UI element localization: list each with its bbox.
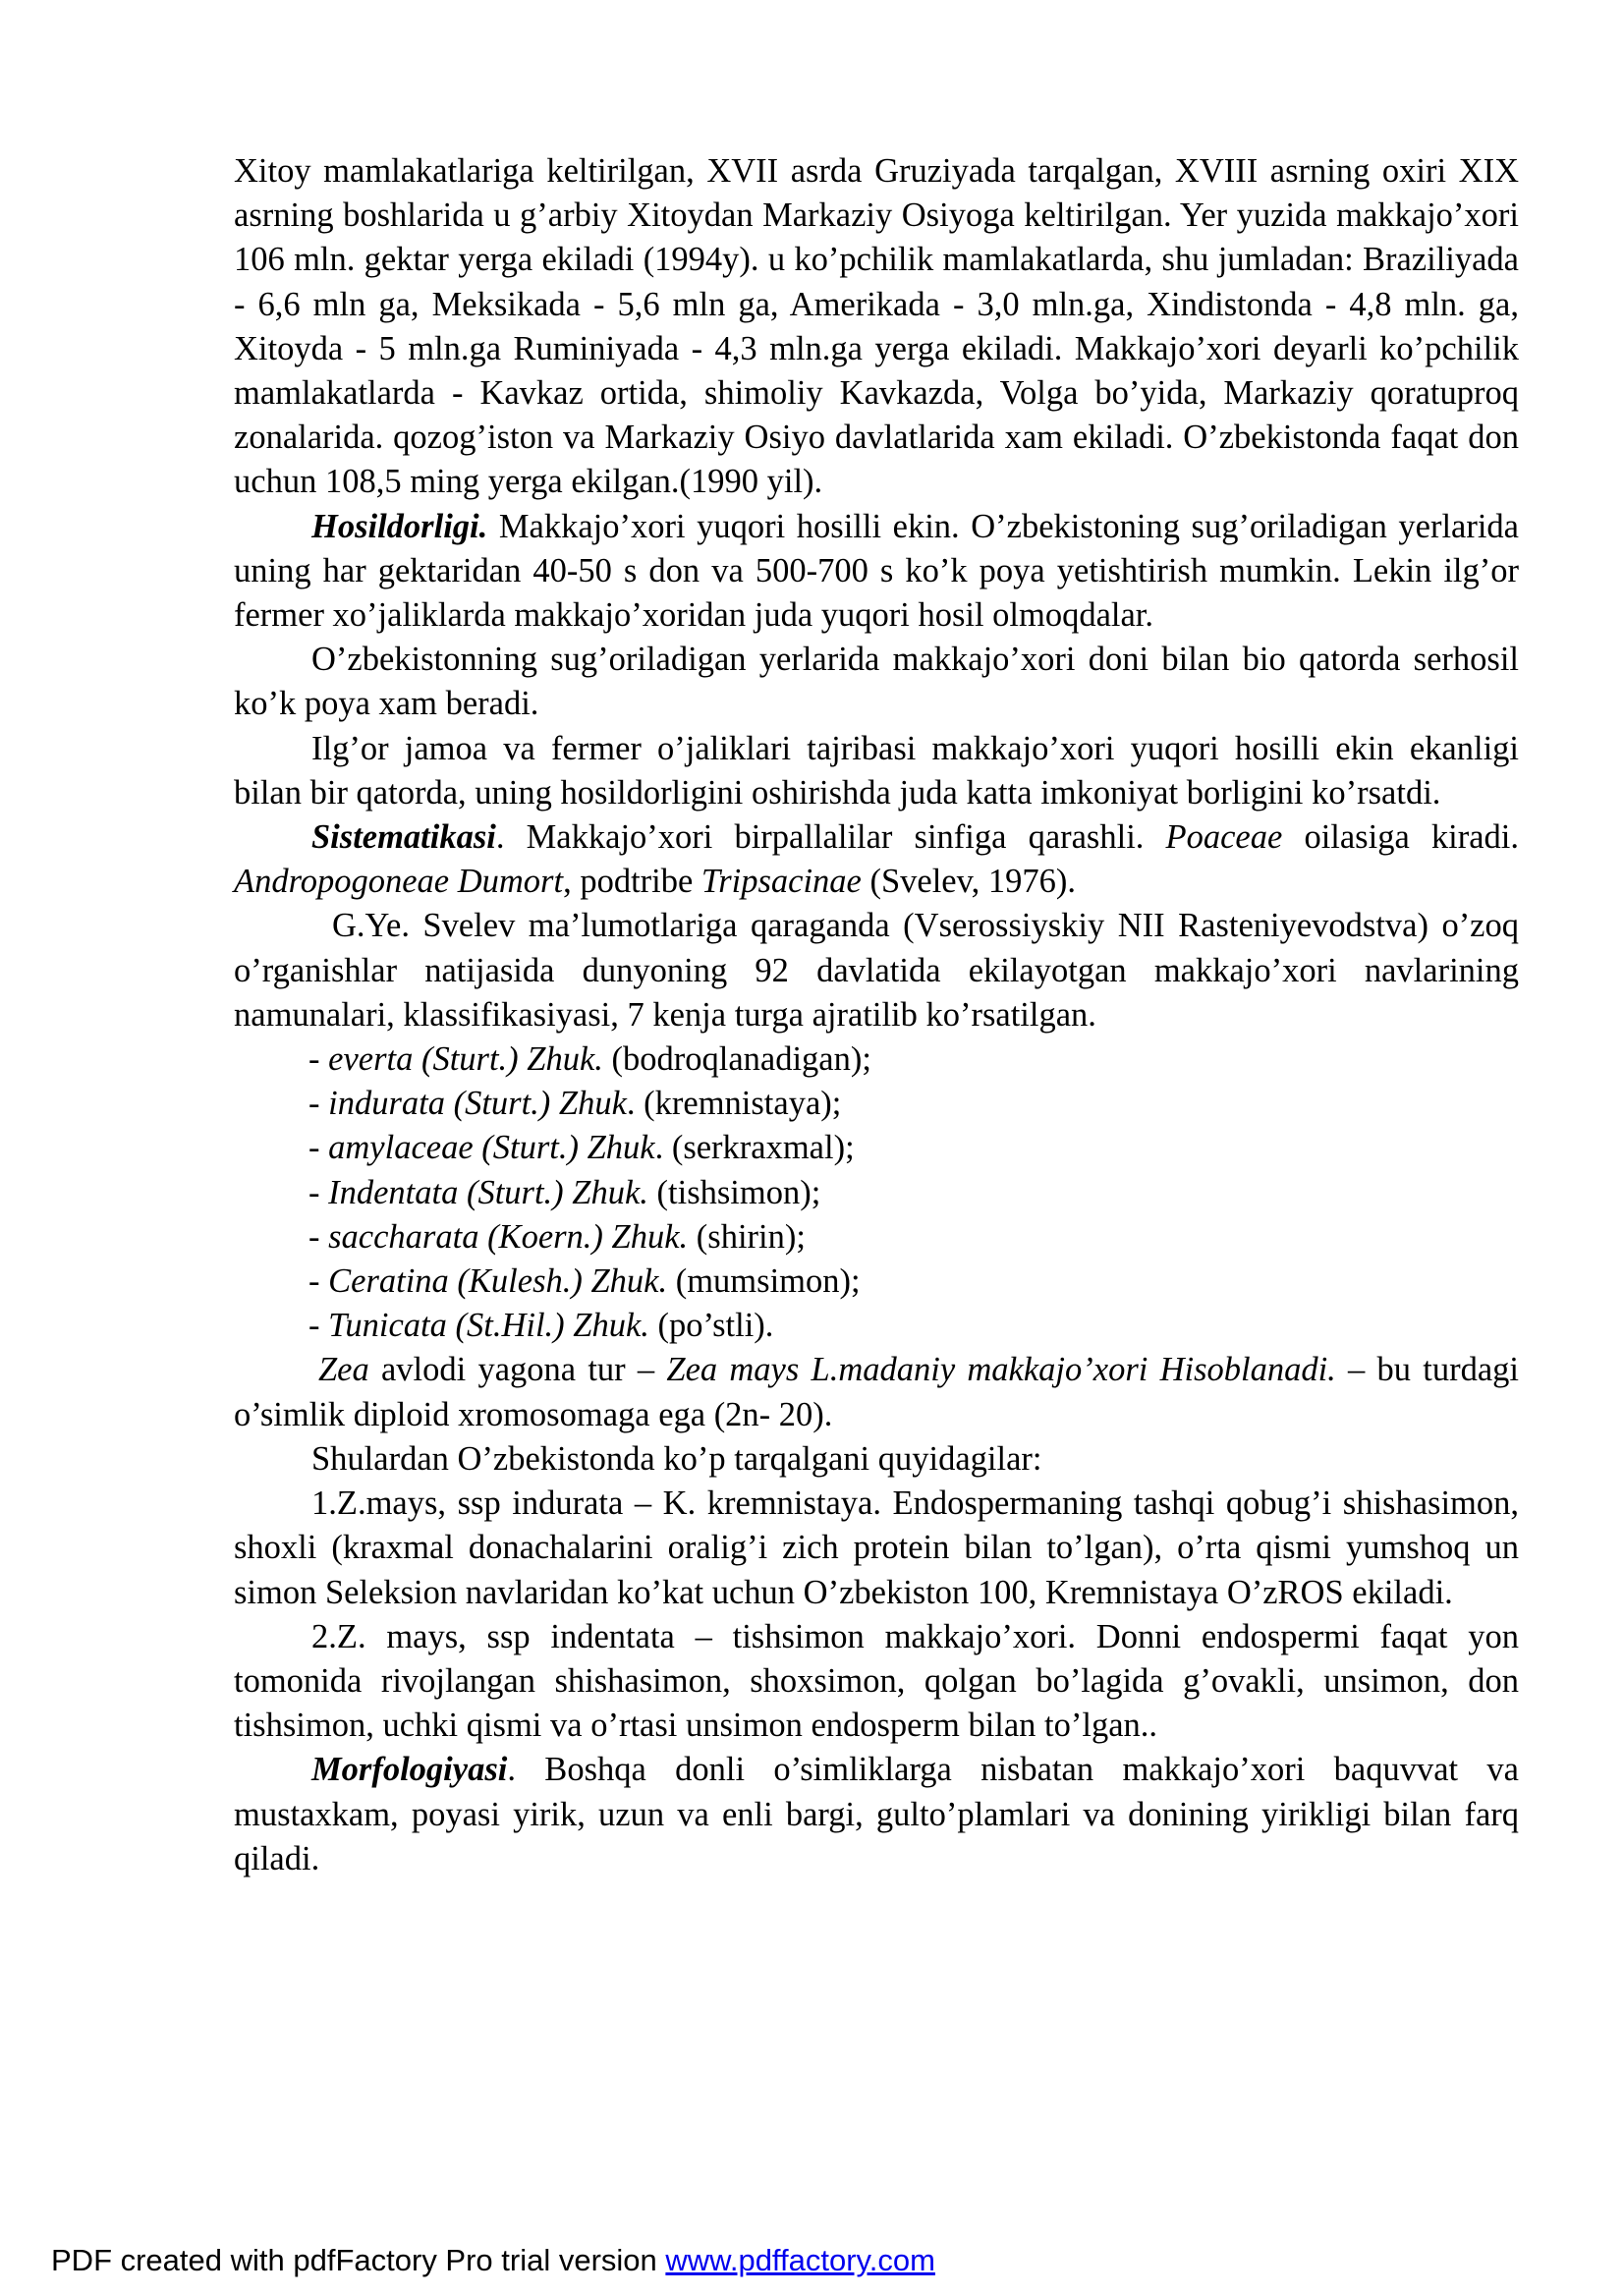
paragraph-intro: Xitoy mamlakatlariga keltirilgan, XVII asrda Gruziyada tarqalgan, XVIII asrning oxiri XIX asrning boshlarida u g’arbiy Xitoydan Markaziy Osiyoga keltirilgan. Yer yuzida makkajo’xori 106 mln. gektar yerga ekiladi (1994y). u ko’pchilik mamlakatlarda, shu jumladan: Braziliyada - 6,6 mln ga, Meksikada - 5,6 mln ga, Amerikada - 3,0 mln.ga, Xindistonda - 4,8 mln. ga, Xitoyda - 5 mln.ga Ruminiyada - 4,3 mln.ga yerga ekiladi. Makkajo’xori deyarli ko’pchilik mamlakatlarda - Kavkaz ortida, shimoliy Kavkazda, Volga bo’yida, Markaziy qoratuproq zonalarida. qozog’iston va Markaziy Osiyo davlatlarida xam ekiladi. O’zbekistonda faqat don uchun 108,5 ming yerga ekilgan.(1990 yil). <box>234 152 1519 501</box>
heading-morfologiyasi: Morfologiyasi <box>311 1751 508 1789</box>
taxon-poaceae: Poaceae <box>1165 818 1283 857</box>
sistematikasi-text-1: . Makkajo’xori birpallalilar sinfiga qarashli. <box>495 818 1166 857</box>
subspecies-name: Indentata (Sturt.) Zhuk. <box>328 1173 648 1211</box>
subspecies-desc: (tishsimon); <box>647 1173 821 1211</box>
heading-sistematikasi: Sistematikasi <box>311 818 496 857</box>
subspecies-desc: . (kremnistaya); <box>626 1085 842 1123</box>
paragraph-item-1: 1.Z.mays, ssp indurata – K. kremnistaya. Endospermaning tashqi qobug’i shishasimon, shoxli (kraxmal donachalarini oralig’i zich protein bilan to’lgan), o’rta qismi yumshoq un simon Seleksion navlaridan ko’kat uchun O’zbekiston 100, Kremnistaya O’zROS ekiladi. <box>234 1484 1519 1611</box>
pdf-footer <box>51 2242 935 2279</box>
taxon-zea: Zea <box>318 1351 369 1389</box>
list-dash: - <box>308 1307 329 1345</box>
subspecies-name: Ceratina (Kulesh.) Zhuk. <box>328 1262 668 1301</box>
sistematikasi-text-4: (Svelev, 1976). <box>861 863 1076 901</box>
list-item <box>234 1260 1519 1304</box>
subspecies-desc: (po’stli). <box>648 1307 774 1345</box>
subspecies-name: amylaceae (Sturt.) Zhuk <box>328 1129 655 1167</box>
taxon-zea-mays: Zea mays L.madaniy makkajo’xori Hisoblanadi. <box>666 1351 1336 1389</box>
paragraph-ilgor: Ilg’or jamoa va fermer o’jaliklari tajribasi makkajo’xori yuqori hosilli ekin ekanligi bilan bir qatorda, uning hosildorligini oshirishda juda katta imkoniyat borligini ko’rsatdi. <box>234 729 1519 812</box>
subspecies-desc: . (serkraxmal); <box>654 1129 855 1167</box>
sistematikasi-text-3: , podtribe <box>563 863 701 901</box>
list-item <box>234 1126 1519 1170</box>
paragraph-item-2: 2.Z. mays, ssp indentata – tishsimon makkajo’xori. Donni endospermi faqat yon tomonida rivojlangan shishasimon, shoxsimon, qolgan bo’lagida g’ovakli, unsimon, don tishsimon, uchki qismi va o’rtasi unsimon endosperm bilan to’lgan.. <box>234 1617 1519 1745</box>
list-item <box>234 1037 1519 1082</box>
subspecies-desc: (shirin); <box>688 1217 806 1256</box>
list-dash: - <box>308 1173 329 1211</box>
subspecies-name: Tunicata (St.Hil.) Zhuk. <box>328 1307 649 1345</box>
zea-text-1: avlodi yagona tur – <box>368 1351 667 1389</box>
taxon-andropogoneae: Andropogoneae Dumort <box>234 863 564 901</box>
list-dash: - <box>308 1217 329 1256</box>
subspecies-list <box>234 1037 1519 1348</box>
subspecies-name: everta (Sturt.) Zhuk. <box>328 1040 603 1079</box>
list-item <box>234 1304 1519 1348</box>
paragraph-sugoriladigan: O’zbekistonning sug’oriladigan yerlarida makkajo’xori doni bilan bio qatorda serhosil ko’k poya xam beradi. <box>234 641 1519 723</box>
footer-link[interactable]: www.pdffactory.com <box>665 2243 935 2277</box>
taxon-tripsacinae: Tripsacinae <box>700 863 862 901</box>
paragraph-sistematikasi <box>234 815 1519 904</box>
list-dash: - <box>308 1129 329 1167</box>
heading-hosildorligi: Hosildorligi. <box>311 507 488 545</box>
paragraph-hosildorligi <box>234 505 1519 639</box>
hosildorligi-text: Makkajo’xori yuqori hosilli ekin. O’zbekistoning sug’oriladigan yerlarida uning har gektaridan 40-50 s don va 500-700 s ko’k poya yetishtirish mumkin. Lekin ilg’or fermer xo’jaliklarda makkajo’xoridan juda yuqori hosil olmoqdalar. <box>234 507 1519 635</box>
zea-text-2: – bu turdagi o’simlik diploid xromosomaga ega (2n- 20). <box>234 1351 1519 1433</box>
paragraph-svelev: G.Ye. Svelev ma’lumotlariga qaraganda (Vserossiyskiy NII Rasteniyevodstva) o’zoq o’rganishlar natijasida dunyoning 92 davlatida ekilayotgan makkajo’xori navlarining namunalari, klassifikasiyasi, 7 kenja turga ajratilib ko’rsatilgan. <box>234 907 1519 1034</box>
subspecies-desc: (mumsimon); <box>667 1262 861 1301</box>
list-item <box>234 1215 1519 1260</box>
subspecies-desc: (bodroqlanadigan); <box>602 1040 871 1079</box>
list-dash: - <box>308 1262 329 1301</box>
subspecies-name: indurata (Sturt.) Zhuk <box>328 1085 627 1123</box>
list-item <box>234 1171 1519 1215</box>
list-item <box>234 1082 1519 1126</box>
sistematikasi-text-2: oilasiga kiradi. <box>1282 818 1519 857</box>
paragraph-morfologiyasi <box>234 1748 1519 1881</box>
list-dash: - <box>308 1085 329 1123</box>
list-dash: - <box>308 1040 329 1079</box>
document-body <box>234 149 1519 1881</box>
subspecies-name: saccharata (Koern.) Zhuk. <box>328 1217 689 1256</box>
paragraph-zea <box>234 1348 1519 1436</box>
morfologiyasi-text: . Boshqa donli o’simliklarga nisbatan makkajo’xori baquvvat va mustaxkam, poyasi yirik, uzun va enli bargi, gulto’plamlari va donining yirikligi bilan farq qiladi. <box>234 1751 1519 1877</box>
footer-text: PDF created with pdfFactory Pro trial version <box>51 2243 666 2277</box>
paragraph-shulardan: Shulardan O’zbekistonda ko’p tarqalgani quyidagilar: <box>311 1439 1042 1478</box>
